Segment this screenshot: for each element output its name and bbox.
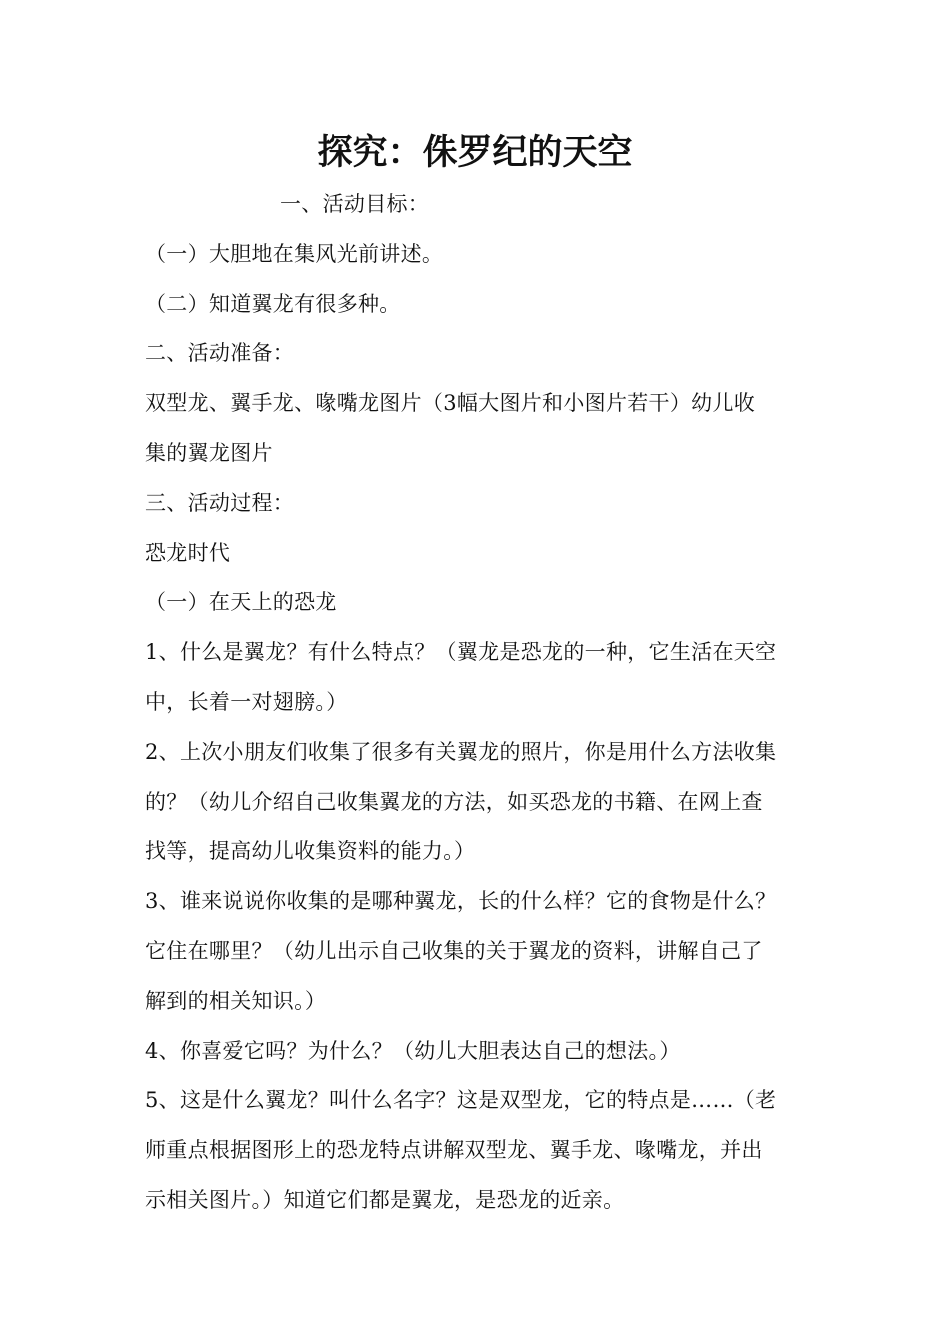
step-3-line-1: 3、谁来说说你收集的是哪种翼龙，长的什么样？它的食物是什么？ xyxy=(145,889,777,914)
section-heading-process: 三、活动过程： xyxy=(145,490,295,515)
subheading-sky-dinosaurs: （一）在天上的恐龙 xyxy=(145,590,337,615)
step-5-line-1: 5、这是什么翼龙？叫什么名字？这是双型龙，它的特点是……（老 xyxy=(145,1088,777,1113)
step-1-line-2: 中，长着一对翅膀。） xyxy=(145,689,348,714)
goal-item-2: （二）知道翼龙有很多种。 xyxy=(145,291,401,316)
document-body xyxy=(145,180,810,1226)
step-3-line-3: 解到的相关知识。） xyxy=(145,988,327,1013)
document-title: 探究：侏罗纪的天空 xyxy=(317,133,633,173)
section-heading-preparation: 二、活动准备： xyxy=(145,341,295,366)
step-3-line-2: 它住在哪里？（幼儿出示自己收集的关于翼龙的资料，讲解自己了 xyxy=(145,938,763,963)
preparation-text-line-1: 双型龙、翼手龙、喙嘴龙图片（3幅大图片和小图片若干）幼儿收 xyxy=(145,391,756,416)
step-5-line-3: 示相关图片。）知道它们都是翼龙，是恐龙的近亲。 xyxy=(145,1187,625,1212)
preparation-text-line-2: 集的翼龙图片 xyxy=(145,440,273,465)
step-1-line-1: 1、什么是翼龙？有什么特点？（翼龙是恐龙的一种，它生活在天空 xyxy=(145,640,777,665)
section-heading-goals: 一、活动目标： xyxy=(280,192,430,216)
step-2-line-2: 的？（幼儿介绍自己收集翼龙的方法，如买恐龙的书籍、在网上查 xyxy=(145,789,763,814)
goal-item-1: （一）大胆地在集风光前讲述。 xyxy=(145,241,444,266)
step-4-line-1: 4、你喜爱它吗？为什么？（幼儿大胆表达自己的想法。） xyxy=(145,1038,681,1063)
subheading-dinosaur-era: 恐龙时代 xyxy=(145,540,231,565)
step-2-line-1: 2、上次小朋友们收集了很多有关翼龙的照片，你是用什么方法收集 xyxy=(145,739,777,764)
step-2-line-3: 找等，提高幼儿收集资料的能力。） xyxy=(145,839,476,864)
step-5-line-2: 师重点根据图形上的恐龙特点讲解双型龙、翼手龙、喙嘴龙，并出 xyxy=(145,1138,763,1163)
